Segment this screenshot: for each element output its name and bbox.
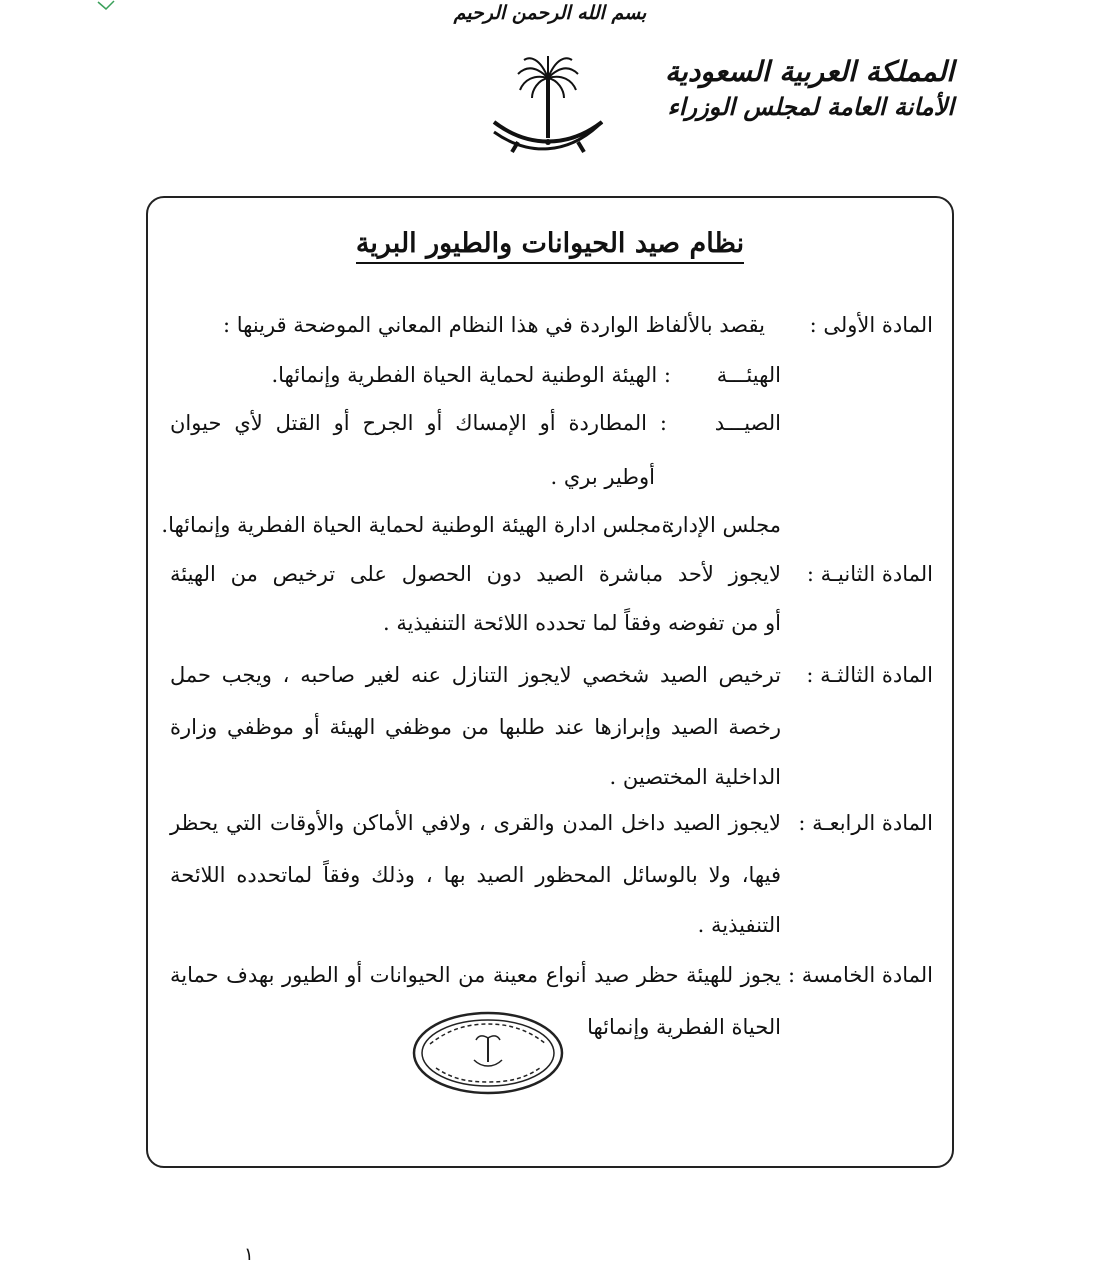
article-1-text: يقصد بالألفاظ الواردة في هذا النظام المعاني الموضحة قرينها : bbox=[222, 313, 765, 337]
article-5-line: الحياة الفطرية وإنمائها bbox=[587, 1015, 781, 1039]
official-seal-stamp bbox=[410, 1010, 566, 1096]
article-5-line: يجوز للهيئة حظر صيد أنواع معينة من الحيوانات أو الطيور بهدف حماية bbox=[170, 963, 781, 987]
article-4-label: المادة الرابعـة : bbox=[798, 811, 933, 835]
basmala: بسم الله الرحمن الرحيم bbox=[453, 2, 647, 24]
article-2-line: أو من تفوضه وفقاً لما تحدده اللائحة التنفيذية . bbox=[382, 611, 781, 635]
definition-text-continued: أوطير بري . bbox=[550, 465, 655, 489]
article-5-label: المادة الخامسة : bbox=[788, 963, 933, 987]
article-4-line: فيها، ولا بالوسائل المحظور الصيد بها ، وذلك وفقاً لماتحدده اللائحة bbox=[170, 863, 781, 887]
page-number: ١ bbox=[244, 1244, 254, 1265]
document-title-text: نظام صيد الحيوانات والطيور البرية bbox=[356, 228, 744, 264]
definition-term: مجلس الإدارة bbox=[661, 513, 781, 537]
agency-name: الأمانة العامة لمجلس الوزراء bbox=[667, 92, 954, 121]
article-4-line: التنفيذية . bbox=[697, 913, 781, 937]
article-3-line: رخصة الصيد وإبرازها عند طلبها من موظفي الهيئة أو موظفي وزارة bbox=[170, 715, 781, 739]
definition-term: الصيـــد bbox=[714, 411, 781, 435]
definition-text: : مجلس ادارة الهيئة الوطنية لحماية الحياة الفطرية وإنمائها. bbox=[161, 513, 675, 537]
corner-mark bbox=[96, 0, 116, 10]
article-2-label: المادة الثانيـة : bbox=[806, 562, 933, 586]
palm-swords-emblem-icon bbox=[488, 52, 608, 167]
definition-text: : المطاردة أو الإمساك أو الجرح أو القتل لأي حيوان bbox=[170, 411, 667, 435]
definition-text: : الهيئة الوطنية لحماية الحياة الفطرية وإنمائها. bbox=[271, 363, 671, 387]
article-3-line: الداخلية المختصين . bbox=[609, 765, 781, 789]
article-3-label: المادة الثالثـة : bbox=[806, 663, 933, 687]
country-name: المملكة العربية السعودية bbox=[665, 55, 954, 88]
article-4-line: لايجوز الصيد داخل المدن والقرى ، ولافي الأماكن والأوقات التي يحظر bbox=[170, 811, 781, 835]
letterhead bbox=[665, 54, 954, 124]
definition-term: الهيئـــة bbox=[716, 363, 781, 387]
document-title bbox=[150, 228, 950, 259]
article-3-line: ترخيص الصيد شخصي لايجوز التنازل عنه لغير صاحبه ، ويجب حمل bbox=[170, 663, 781, 687]
article-1-label: المادة الأولى : bbox=[809, 313, 933, 337]
article-2-line: لايجوز لأحد مباشرة الصيد دون الحصول على ترخيص من الهيئة bbox=[170, 562, 781, 586]
